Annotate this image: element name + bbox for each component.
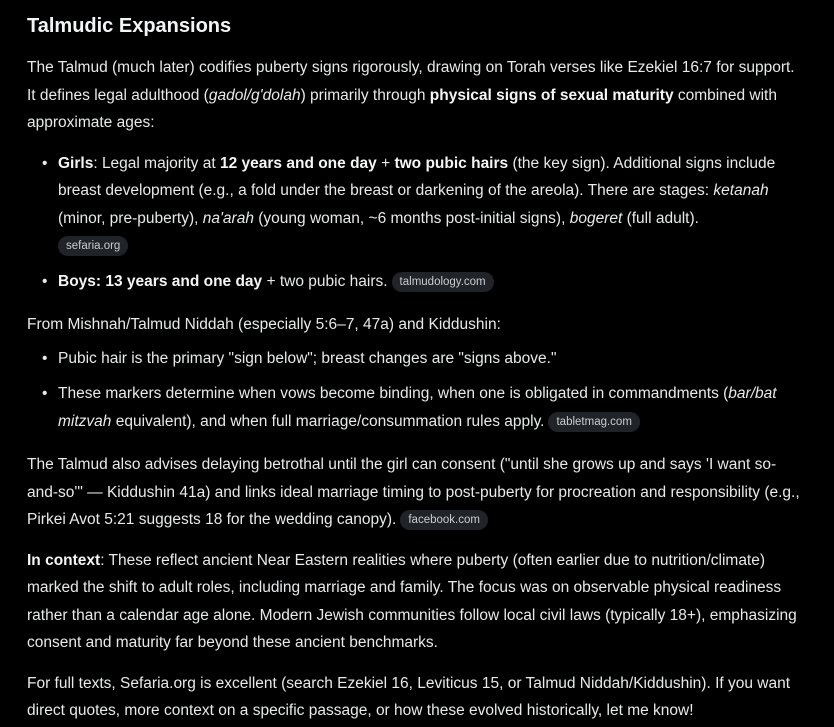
girls-text-4: (minor, pre-puberty),	[58, 209, 203, 227]
markers-list	[27, 345, 807, 436]
boys-text: + two pubic hairs.	[262, 272, 388, 290]
context-paragraph	[27, 547, 807, 657]
betrothal-text: The Talmud also advises delaying betrothal until the girl can consent ("until she grows up and says 'I want so-and-so'" — Kiddushin 41a) and links ideal marriage timing to post-puberty for procreation and responsibility (e.g., Pirkei Avot 5:21 suggests 18 for the wedding canopy).	[27, 456, 800, 528]
bullet: •	[42, 154, 48, 172]
source-chip-talmudology[interactable]: talmudology.com	[392, 272, 494, 292]
intro-emphasis: physical signs of sexual maturity	[429, 86, 674, 104]
list-item-signs	[42, 345, 807, 373]
girls-text-6: (full adult).	[622, 209, 699, 227]
intro-text-3: combined with approximate ages:	[27, 86, 777, 131]
closing-paragraph: For full texts, Sefaria.org is excellent (search Ezekiel 16, Leviticus 15, or Talmud Niddah/Kiddushin). If you want direct quotes, more context on a specific passage, or how these evolved historically, let me know!	[27, 674, 791, 719]
boys-age: 13 years and one day	[105, 272, 263, 290]
list-item-boys	[42, 268, 807, 296]
list-item-markers	[42, 380, 807, 435]
bullet: •	[42, 385, 48, 402]
bullet: •	[42, 272, 48, 290]
bullet: •	[42, 349, 48, 367]
girls-text-5: (young woman, ~6 months post-initial signs),	[253, 209, 570, 227]
intro-paragraph	[27, 54, 807, 137]
girls-text-3: (the key sign). Additional signs include breast development (e.g., a fold under the breast or darkening of the areola). There are stages:	[58, 154, 776, 199]
list-item-girls	[42, 150, 807, 260]
term-ketanah: ketanah	[713, 182, 769, 199]
signs-list	[27, 150, 807, 296]
betrothal-paragraph	[27, 451, 807, 534]
section-heading: Talmudic Expansions	[27, 15, 232, 37]
term-bogeret: bogeret	[569, 209, 623, 227]
girls-text-1: : Legal majority at	[93, 154, 220, 172]
niddah-paragraph: From Mishnah/Talmud Niddah (especially 5:6–7, 47a) and Kiddushin:	[27, 316, 501, 333]
term-naarah: na'arah	[202, 209, 254, 227]
girls-label: Girls	[58, 154, 94, 172]
boys-colon: :	[95, 272, 106, 290]
signs-text: Pubic hair is the primary "sign below"; breast changes are "signs above."	[58, 349, 557, 367]
girls-sign: two pubic hairs	[394, 154, 509, 172]
term-bar-bat-mitzvah: bar/bat mitzvah	[58, 385, 777, 430]
source-chip-tabletmag[interactable]: tabletmag.com	[548, 412, 639, 432]
girls-text-2: +	[376, 154, 395, 172]
intro-term: gadol/g'dolah	[208, 86, 301, 104]
context-text: : These reflect ancient Near Eastern realities where puberty (often earlier due to nutrition/climate) marked the shift to adult roles, including marriage and family. The focus was on observable physical readiness rather than a calendar age alone. Modern Jewish communities follow local civil laws (typically 18+), emphasizing consent and maturity far beyond these ancient benchmarks.	[27, 551, 797, 651]
source-chip-facebook[interactable]: facebook.com	[400, 510, 488, 530]
markers-text-1: These markers determine when vows become binding, when one is obligated in commandments (	[58, 385, 729, 402]
girls-age: 12 years and one day	[219, 154, 377, 172]
markers-text-2: equivalent), and when full marriage/consummation rules apply.	[111, 412, 545, 430]
source-chip-sefaria[interactable]: sefaria.org	[58, 236, 128, 256]
context-label: In context	[27, 551, 101, 569]
intro-text-1: The Talmud (much later) codifies puberty signs rigorously, drawing on Torah verses like Ezekiel 16:7 for support. It defines legal adulthood (	[27, 59, 795, 104]
intro-text-2: ) primarily through	[300, 86, 430, 104]
boys-label: Boys	[58, 272, 96, 290]
